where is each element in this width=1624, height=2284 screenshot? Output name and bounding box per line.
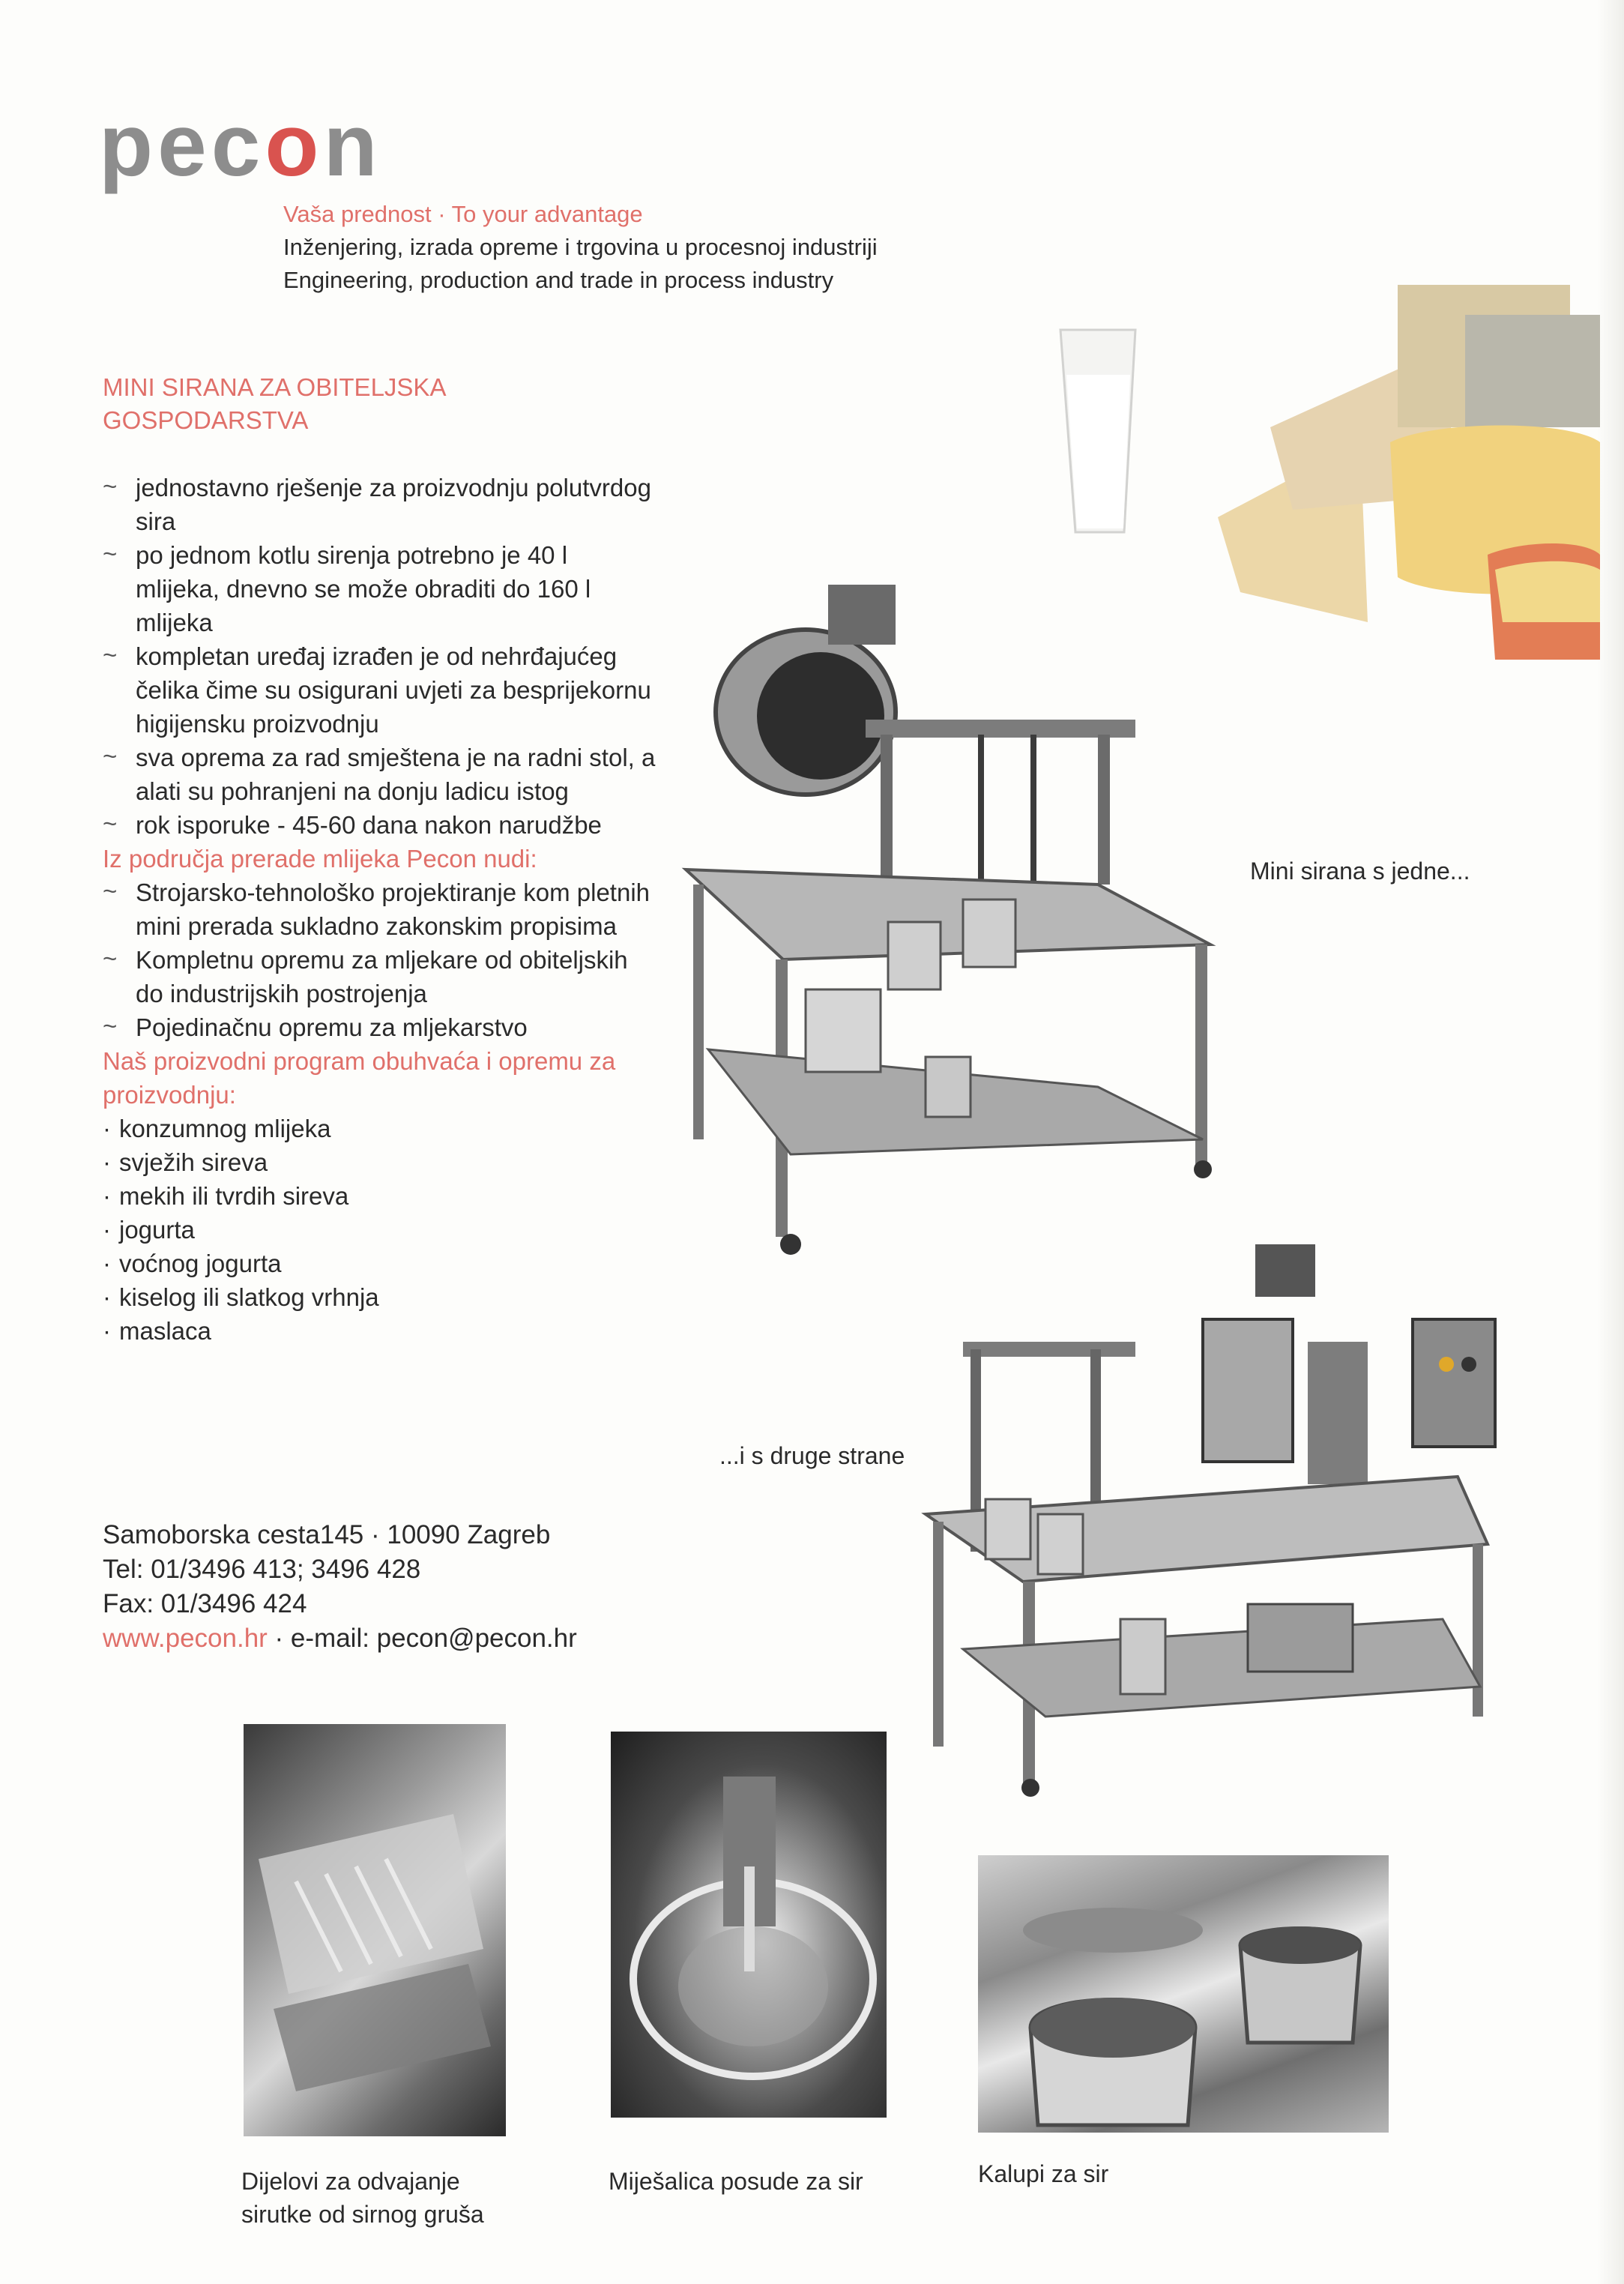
tagline-advantage: Vaša prednost · To your advantage	[283, 201, 643, 227]
feature-item: ~ kompletan uređaj izrađen je od nehrđajućeg čelika čime su osigurani uvjeti za besprijekornu higijensku proizvodnju	[103, 639, 657, 741]
email-text: · e-mail: pecon@pecon.hr	[267, 1624, 577, 1653]
caption-photo1: Dijelovi za odvajanje sirutke od sirnog gruša	[241, 2168, 484, 2228]
program-title: Naš proizvodni program obuhvaća i opremu za proizvodnju:	[103, 1047, 616, 1109]
program-item: · maslaca	[103, 1314, 657, 1348]
caption-side1: Mini sirana s jedne...	[1250, 858, 1470, 885]
contact-tel: Tel: 01/3496 413; 3496 428	[103, 1555, 421, 1584]
section-heading: MINI SIRANA ZA OBITELJSKA GOSPODARSTVA	[103, 373, 447, 434]
tagline-en: Engineering, production and trade in process industry	[283, 267, 834, 293]
page-edge	[1597, 0, 1624, 2284]
features-list	[103, 471, 657, 1348]
machine-photo-front	[678, 570, 1218, 1267]
website-link[interactable]: www.pecon.hr	[103, 1624, 268, 1653]
offer-item: ~ Pojedinačnu opremu za mljekarstvo	[103, 1010, 657, 1044]
program-item: · konzumnog mlijeka	[103, 1112, 657, 1145]
offer-title: Iz područja prerade mlijeka Pecon nudi:	[103, 845, 537, 873]
program-item: · svježih sireva	[103, 1145, 657, 1179]
program-item: · jogurta	[103, 1213, 657, 1247]
whey-separation-photo	[244, 1724, 506, 2136]
feature-item: ~ rok isporuke - 45-60 dana nakon narudžbe	[103, 808, 657, 842]
tagline-hr: Inženjering, izrada opreme i trgovina u procesnoj industriji	[283, 234, 878, 260]
offer-item: ~ Strojarsko-tehnološko projektiranje kom pletnih mini prerada sukladno zakonskim propisima	[103, 876, 657, 943]
caption-side2: ...i s druge strane	[719, 1442, 905, 1469]
pecon-logo: pecon	[99, 96, 382, 195]
program-item: · voćnog jogurta	[103, 1247, 657, 1280]
offer-item: ~ Kompletnu opremu za mljekare od obiteljskih do industrijskih postrojenja	[103, 943, 657, 1010]
feature-item: ~ jednostavno rješenje za proizvodnju polutvrdog sira	[103, 471, 657, 538]
cheese-mixer-photo	[611, 1732, 887, 2118]
caption-photo3: Kalupi za sir	[978, 2160, 1109, 2187]
contact-fax: Fax: 01/3496 424	[103, 1589, 307, 1618]
program-item: · kiselog ili slatkog vrhnja	[103, 1280, 657, 1314]
contact-web-email	[103, 1621, 577, 1656]
cheese-molds-photo	[978, 1855, 1389, 2133]
contact-address: Samoborska cesta145 · 10090 Zagreb	[103, 1520, 551, 1549]
feature-item: ~ sva oprema za rad smještena je na radni stol, a alati su pohranjeni na donju ladicu istog	[103, 741, 657, 808]
contact-block	[103, 1518, 577, 1656]
caption-photo2: Miješalica posude za sir	[609, 2168, 863, 2195]
machine-photo-back	[918, 1229, 1510, 1799]
program-item: · mekih ili tvrdih sireva	[103, 1179, 657, 1213]
feature-item: ~ po jednom kotlu sirenja potrebno je 40 l mlijeka, dnevno se može obraditi do 160 l mlijeka	[103, 538, 657, 639]
